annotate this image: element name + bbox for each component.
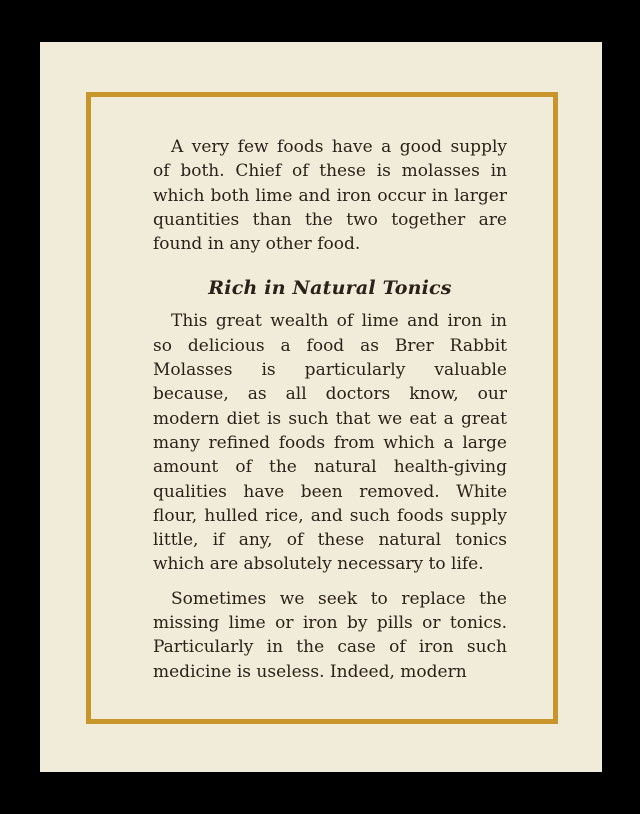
paragraph-3: Sometimes we seek to replace the missing lime or iron by pills or tonics. Particularly in the case of iron such medicine is useless. Indeed, modern xyxy=(153,588,507,682)
paragraph-2: This great wealth of lime and iron in so delicious a food as Brer Rabbit Molasses is particularly valuable because, as all doctors know, our modern diet is such that we eat a great many refined foods from which a large amount of the natural health-giving qualities have been removed. White flour, hulled rice, and such foods supply little, if any, of these natural tonics which are absolutely necessary to life. xyxy=(153,311,507,575)
document-page xyxy=(40,42,602,772)
section-heading: Rich in Natural Tonics xyxy=(208,277,452,300)
body-text xyxy=(153,135,507,684)
decorative-border xyxy=(86,92,558,724)
paragraph-1: A very few foods have a good supply of both. Chief of these is molasses in which both lime and iron occur in larger quantities than the two together are found in any other food. xyxy=(153,137,507,255)
